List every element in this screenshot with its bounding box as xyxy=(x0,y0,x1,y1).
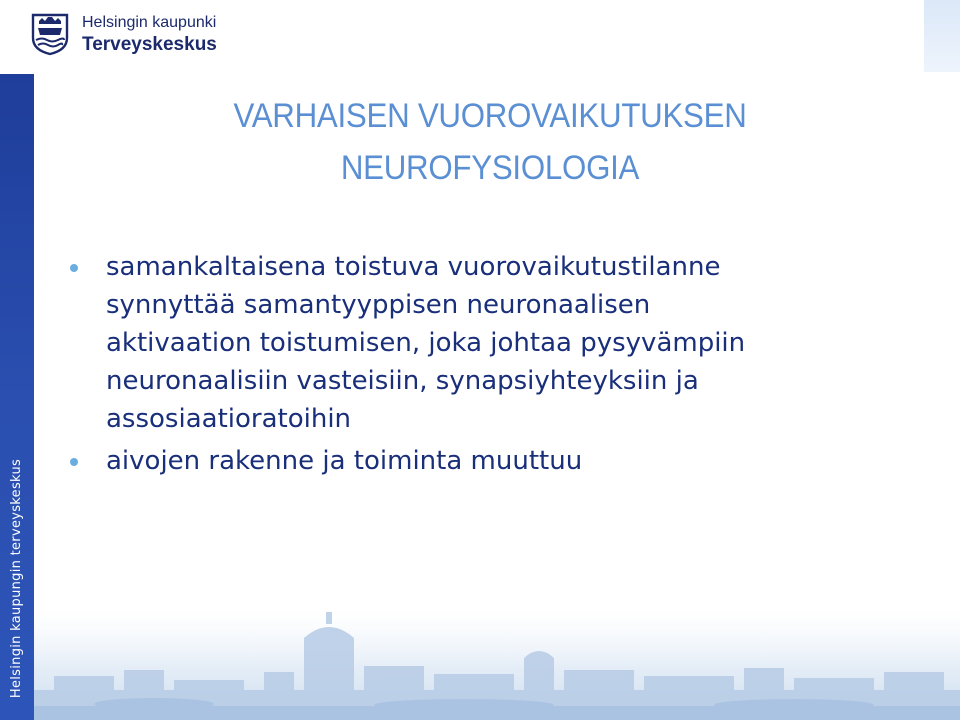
logo-text xyxy=(82,15,217,54)
city-skyline-image xyxy=(34,610,960,720)
title-line-1: VARHAISEN VUOROVAIKUTUKSEN xyxy=(233,97,747,135)
brand-logo xyxy=(30,12,217,56)
helsinki-crest-icon xyxy=(30,12,70,56)
bullet-line: aivojen rakenne ja toiminta muuttuu xyxy=(106,446,583,476)
sidebar-vertical-text: Helsingin kaupungin terveyskeskus xyxy=(9,458,25,698)
bullet-dot-icon xyxy=(70,458,78,466)
bullet-line: neuronaalisiin vasteisiin, synapsiyhteyksiin ja xyxy=(106,366,699,396)
slide-title xyxy=(94,90,885,194)
bullet-list xyxy=(70,248,930,484)
logo-city-name: Helsingin kaupunki xyxy=(82,13,217,31)
bullet-line: synnyttää samantyyppisen neuronaalisen xyxy=(106,290,651,320)
title-line-2: NEUROFYSIOLOGIA xyxy=(340,149,640,187)
bullet-line: samankaltaisena toistuva vuorovaikutustilanne xyxy=(106,252,721,282)
bullet-text xyxy=(106,442,930,480)
bullet-line: aktivaation toistumisen, joka johtaa pysyvämpiin xyxy=(106,328,746,358)
corner-decoration xyxy=(924,0,960,72)
bullet-line: assosiaatioratoihin xyxy=(106,404,352,434)
bullet-item xyxy=(70,248,930,438)
bullet-item xyxy=(70,442,930,480)
sidebar-vertical-label xyxy=(0,458,34,698)
bullet-text xyxy=(106,248,930,438)
logo-department-name: Terveyskeskus xyxy=(82,33,217,55)
bullet-dot-icon xyxy=(70,264,78,272)
